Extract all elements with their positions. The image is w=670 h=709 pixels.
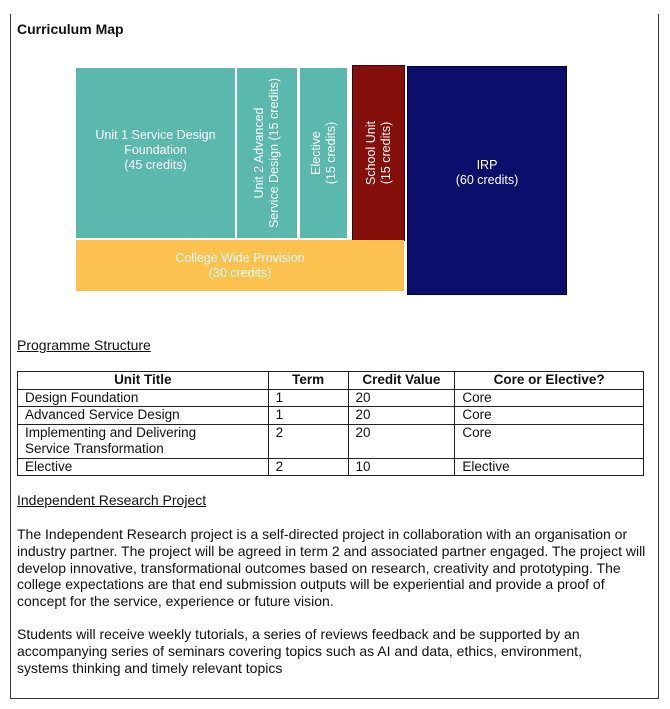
cell-term: 1 xyxy=(268,389,348,407)
cell-unit: Design Foundation xyxy=(18,389,269,407)
cell-unit: Elective xyxy=(18,458,269,476)
unit1-block xyxy=(76,68,235,238)
cell-term: 2 xyxy=(268,458,348,476)
cell-credit: 20 xyxy=(348,424,455,458)
elective-block xyxy=(300,68,347,238)
programme-structure-title: Programme Structure xyxy=(17,337,151,353)
cell-credit: 20 xyxy=(348,389,455,407)
school-unit-block xyxy=(352,65,405,241)
cell-type: Core xyxy=(455,424,644,458)
unit1-credits: (45 credits) xyxy=(124,157,187,172)
college-name: College Wide Provision xyxy=(175,250,305,265)
school-line2: (15 credits) xyxy=(378,121,393,185)
irp-section-title: Independent Research Project xyxy=(17,492,207,508)
elective-label xyxy=(309,122,339,185)
college-credits: (30 credits) xyxy=(208,265,272,280)
cell-credit: 20 xyxy=(348,407,455,425)
table-row xyxy=(18,389,644,407)
cell-type: Core xyxy=(455,407,644,425)
elective-line1: Elective xyxy=(308,131,323,175)
table-row xyxy=(18,407,644,425)
cell-credit: 10 xyxy=(348,458,455,476)
cell-term: 1 xyxy=(268,407,348,425)
cell-type: Core xyxy=(455,389,644,407)
programme-table xyxy=(17,371,644,476)
cell-type: Elective xyxy=(455,458,644,476)
elective-line2: (15 credits) xyxy=(323,121,338,185)
irp-paragraph-1: The Independent Research project is a self-directed project in collaboration with an organisation or industry partner. The project will be agreed in term 2 and associated partner engaged. The project will develop innovative, transformational outcomes based on research, creativity and prototyping. The college expectations are that end submission outputs will be experiential and provide a proof of concept for the service, experience or future vision. xyxy=(17,526,646,610)
table-header-row xyxy=(18,372,644,390)
header-credit-value: Credit Value xyxy=(348,372,455,390)
header-core-elective: Core or Elective? xyxy=(455,372,644,390)
irp-paragraph-2: Students will receive weekly tutorials, a series of reviews feedback and be supported by an accompanying series of seminars covering topics such as AI and data, ethics, environment, systems thinking and timely relevant topics xyxy=(17,626,582,676)
header-term: Term xyxy=(268,372,348,390)
cell-unit: Implementing and Delivering Service Transformation xyxy=(18,424,269,458)
table-row xyxy=(18,458,644,476)
unit1-name: Unit 1 Service Design Foundation xyxy=(95,127,216,157)
irp-credits: (60 credits) xyxy=(455,172,519,187)
unit2-block xyxy=(237,68,297,238)
unit2-line1: Unit 2 Advanced xyxy=(252,107,266,199)
school-unit-label xyxy=(364,121,394,185)
table-row xyxy=(18,424,644,458)
college-wide-block xyxy=(76,240,404,291)
cell-unit: Advanced Service Design xyxy=(18,407,269,425)
header-unit-title: Unit Title xyxy=(18,372,269,390)
unit2-line2: Service Design (15 credits) xyxy=(267,77,281,229)
school-line1: School Unit xyxy=(363,121,378,185)
unit2-label xyxy=(252,78,282,228)
irp-name: IRP xyxy=(476,157,498,172)
curriculum-map-title: Curriculum Map xyxy=(17,21,124,37)
cell-term: 2 xyxy=(268,424,348,458)
irp-block xyxy=(407,66,567,295)
